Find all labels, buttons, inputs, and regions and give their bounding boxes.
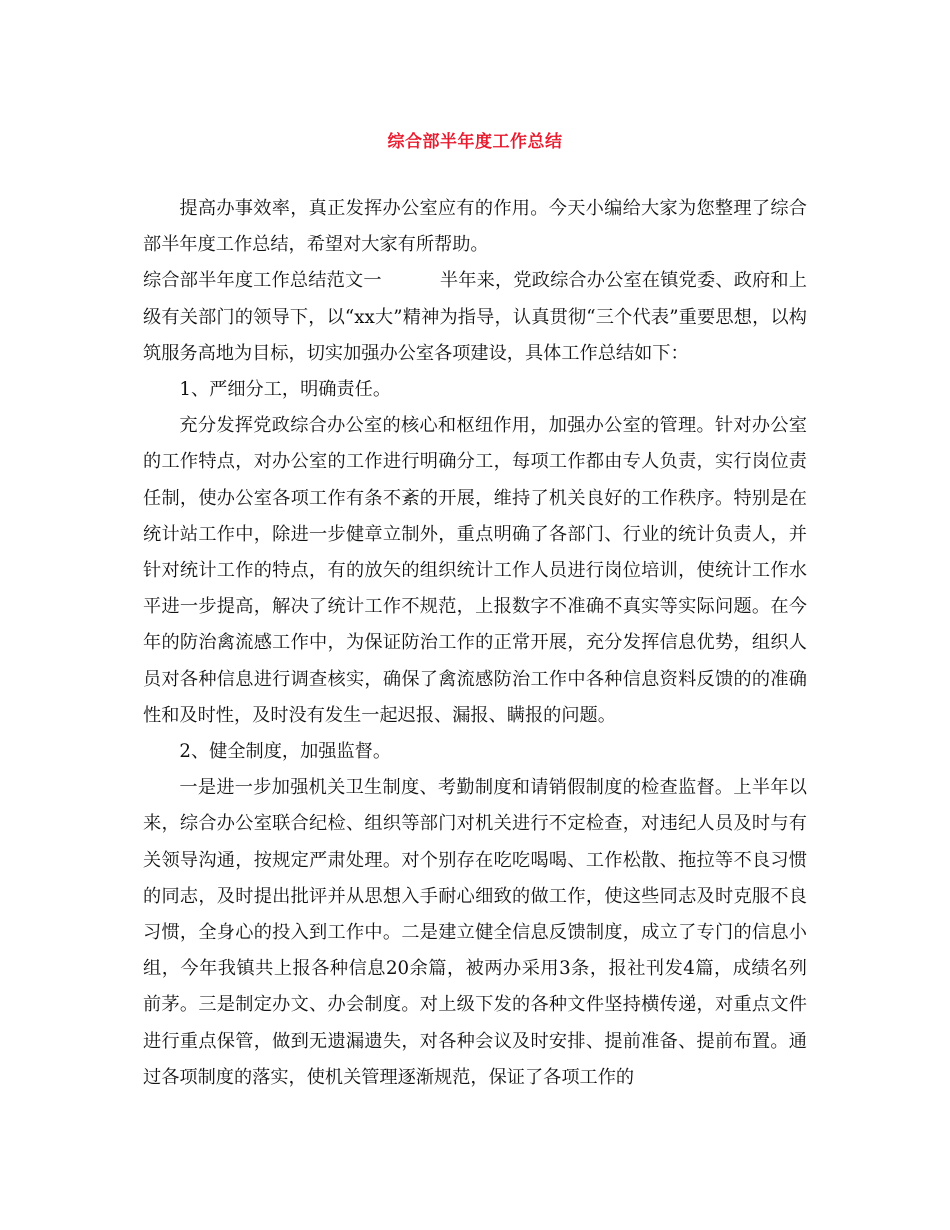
section-2-heading: 2、健全制度，加强监督。 <box>179 741 392 763</box>
document-body <box>143 191 807 1096</box>
section-1-heading: 1、严细分工，明确责任。 <box>179 379 392 401</box>
section-2-body: 一是进一步加强机关卫生制度、考勤制度和请销假制度的检查监督。上半年以来，综合办公室联合纪检、组织等部门对机关进行不定检查，对违纪人员及时与有关领导沟通，按规定严肃处理。对个别存在吃吃喝喝、工作松散、拖拉等不良习惯的同志，及时提出批评并从思想入手耐心细致的做工作，使这些同志及时克服不良习惯，全身心的投入到工作中。二是建立健全信息反馈制度，成立了专门的信息小组，今年我镇共上报各种信息20余篇，被两办采用3条，报社刊发4篇，成绩名列前茅。三是制定办文、办会制度。对上级下发的各种文件坚持横传递，对重点文件进行重点保管，做到无遗漏遗失，对各种会议及时安排、提前准备、提前布置。通过各项制度的落实，使机关管理逐渐规范，保证了各项工作的 <box>143 777 807 1088</box>
document-title: 综合部半年度工作总结 <box>387 132 563 152</box>
sample-intro: 半年来，党政综合办公室在镇党委、政府和上级有关部门的领导下，以“xx大”精神为指导，认真贯彻“三个代表”重要思想，以构筑服务高地为目标，切实加强办公室各项建设，具体工作总结如下： <box>143 270 807 364</box>
intro-paragraph: 提高办事效率，真正发挥办公室应有的作用。今天小编给大家为您整理了综合部半年度工作总结，希望对大家有所帮助。 <box>143 198 807 256</box>
sample-heading: 综合部半年度工作总结范文一 <box>143 270 382 292</box>
section-1-body: 充分发挥党政综合办公室的核心和枢纽作用，加强办公室的管理。针对办公室的工作特点，对办公室的工作进行明确分工，每项工作都由专人负责，实行岗位责任制，使办公室各项工作有条不紊的开展，维持了机关良好的工作秩序。特别是在统计站工作中，除进一步健章立制外，重点明确了各部门、行业的统计负责人，并针对统计工作的特点，有的放矢的组织统计工作人员进行岗位培训，使统计工作水平进一步提高，解决了统计工作不规范，上报数字不准确不真实等实际问题。在今年的防治禽流感工作中，为保证防治工作的正常开展，充分发挥信息优势，组织人员对各种信息进行调查核实，确保了禽流感防治工作中各种信息资料反馈的的准确性和及时性，及时没有发生一起迟报、漏报、瞒报的问题。 <box>143 415 807 726</box>
sample-paragraph <box>143 263 807 372</box>
